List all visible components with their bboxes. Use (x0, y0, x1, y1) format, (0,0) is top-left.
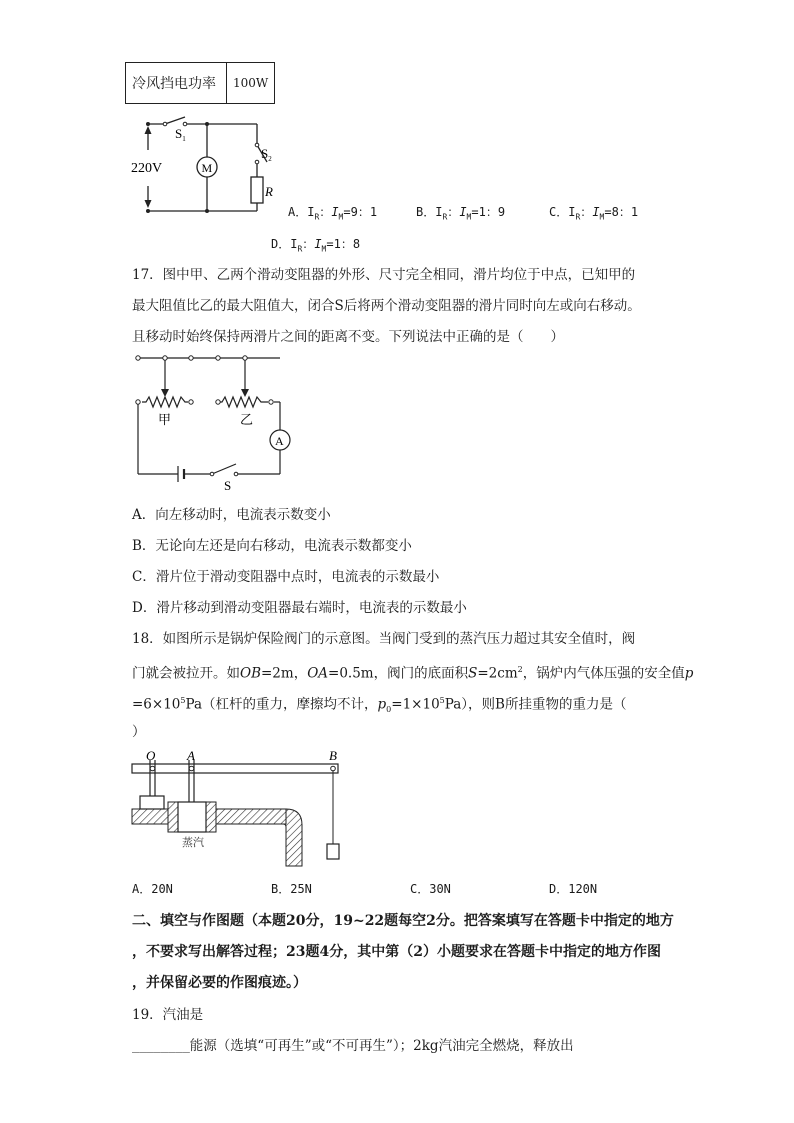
motor-label: M (201, 161, 213, 175)
q17-line-1: 17．图中甲、乙两个滑动变阻器的外形、尺寸完全相同，滑片均位于中点，已知甲的 (132, 267, 636, 283)
section2-line-2: ，不要求写出解答过程；23题4分，其中第（2）小题要求在答题卡中指定的地方作图 (132, 944, 661, 960)
switch-s-label: S (224, 478, 232, 493)
q17-option-b: B．无论向左还是向右移动，电流表示数都变小 (132, 538, 412, 554)
q19-line-2: ________能源（选填“可再生”或“不可再生”）；2kg汽油完全燃烧，释放出 (132, 1038, 574, 1054)
rheostat-yi-label: 乙 (240, 413, 254, 428)
rheostat-circuit (132, 352, 292, 492)
q18-option-a: A．20N (132, 882, 173, 896)
q19-line-1: 19．汽油是 (132, 1007, 204, 1023)
point-o-label: O (146, 748, 156, 763)
safety-valve-figure (130, 748, 350, 868)
switch-s2-label: $S_2$ (261, 146, 272, 163)
q16-option-d: D．$I_R$：$I_M=1$：8 (271, 237, 361, 254)
point-b-label: B (329, 748, 337, 763)
q18-line-2: 门就会被拉开。如OB=2m，OA=0.5m，阀门的底面积$S=2cm^2$，锅炉内气体压强的安全值p (132, 665, 694, 682)
section2-line-1: 二、填空与作图题（本题20分，19~22题每空2分。把答案填写在答题卡中指定的地方 (132, 913, 674, 929)
resistor-label: R (265, 184, 273, 199)
hairdryer-circuit (125, 110, 285, 220)
rheostat-jia-label: 甲 (158, 413, 172, 428)
q18-option-d: D．120N (549, 882, 598, 896)
q16-option-b: B．$I_R$：$I_M=1$：9 (416, 205, 506, 222)
ammeter-label: A (275, 434, 284, 448)
q16-option-a: A．$I_R$：$I_M=9$：1 (288, 205, 378, 222)
q18-line-3: $=6\times 10^5Pa$（杠杆的重力，摩擦均不计，$p_0=1\times 10^5Pa$），则B所挂重物的重力是（ (132, 696, 627, 715)
spec-label: 冷风挡电功率 (126, 63, 227, 104)
q17-option-a: A．向左移动时，电流表示数变小 (132, 507, 331, 523)
q17-line-3: 且移动时始终保持两滑片之间的距离不变。下列说法中正确的是（ ） (132, 329, 564, 345)
q17-option-d: D．滑片移动到滑动变阻器最右端时，电流表的示数最小 (132, 600, 467, 616)
q19-answer-blank: ________ (132, 1039, 190, 1053)
q18-line-4: ） (132, 724, 146, 740)
q18-option-b: B．25N (271, 882, 312, 896)
q18-line-1: 18．如图所示是锅炉保险阀门的示意图。当阀门受到的蒸汽压力超过其安全值时，阀 (132, 631, 636, 647)
q18-option-c: C．30N (410, 882, 451, 896)
spec-table (125, 62, 275, 104)
voltage-label: 220V (131, 161, 163, 176)
q17-option-c: C．滑片位于滑动变阻器中点时，电流表的示数最小 (132, 569, 440, 585)
point-a-label: A (187, 748, 195, 763)
switch-s1-label: $S_1$ (175, 126, 186, 143)
section2-line-3: ，并保留必要的作图痕迹。） (132, 975, 307, 991)
spec-value: 100W (227, 63, 275, 104)
q16-option-c: C．$I_R$：$I_M=8$：1 (549, 205, 639, 222)
q17-line-2: 最大阻值比乙的最大阻值大，闭合S后将两个滑动变阻器的滑片同时向左或向右移动。 (132, 298, 641, 314)
steam-label: 蒸汽 (182, 836, 204, 849)
